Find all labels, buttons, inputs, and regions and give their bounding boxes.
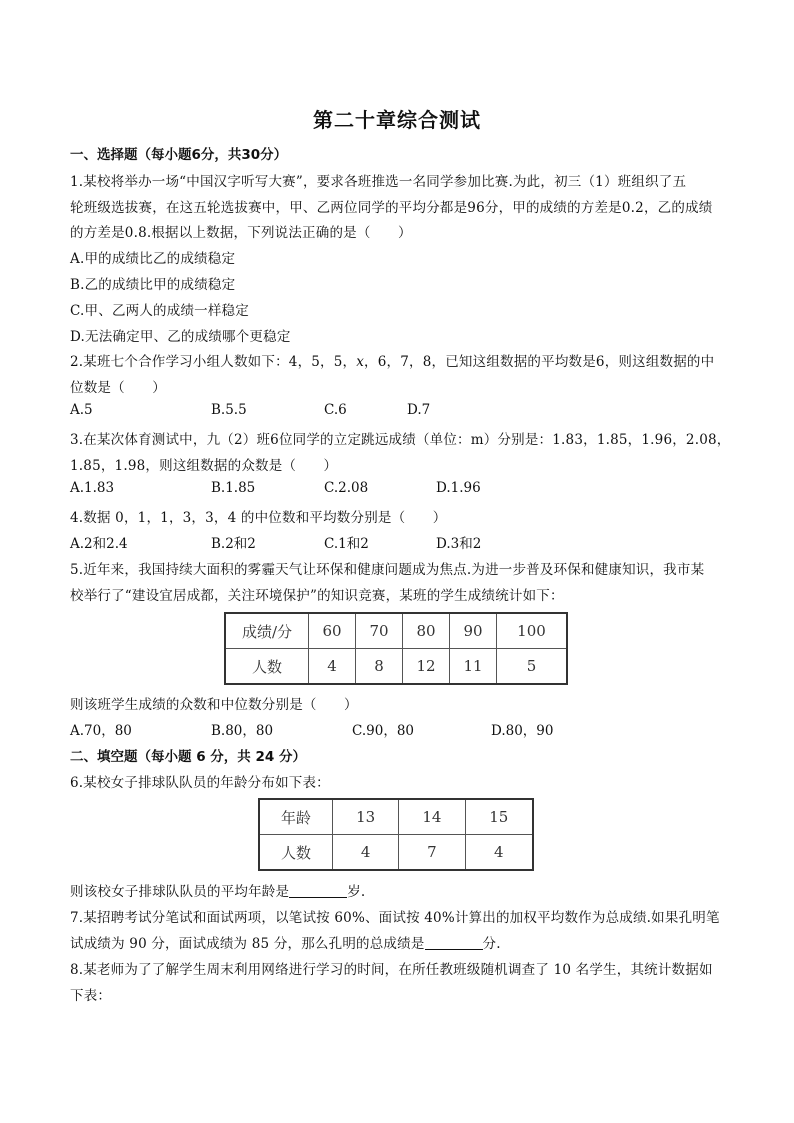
- q5-option-a: A.70，80: [70, 723, 132, 739]
- table-row: [259, 835, 533, 871]
- q4-stem: 4.数据 0，1，1，3，3，4 的中位数和平均数分别是（ ）: [70, 510, 447, 526]
- table-row: [259, 799, 533, 835]
- q2-stem-line-2: 位数是（ ）: [70, 380, 166, 396]
- q8-stem-line-2: 下表：: [70, 988, 112, 1004]
- table-cell: 60: [309, 613, 356, 649]
- q7-question-prefix: 试成绩为 90 分，面试成绩为 85 分，那么孔明的总成绩是: [70, 936, 425, 952]
- table-cell: 4: [333, 835, 399, 871]
- q4-option-a: A.2和2.4: [70, 536, 128, 552]
- q6-stem: 6.某校女子排球队队员的年龄分布如下表：: [70, 775, 330, 791]
- table-row: [225, 649, 567, 685]
- q1-stem-line-3: 的方差是0.8.根据以上数据，下列说法正确的是（ ）: [70, 225, 412, 241]
- q3-stem-line-2: 1.85，1.98，则这组数据的众数是（ ）: [70, 458, 338, 474]
- q3-option-d: D.1.96: [436, 480, 481, 496]
- q1-option-d: D.无法确定甲、乙的成绩哪个更稳定: [70, 329, 291, 345]
- q5-question: 则该班学生成绩的众数和中位数分别是（ ）: [70, 697, 358, 713]
- q5-option-c: C.90，80: [352, 723, 414, 739]
- table-cell: 100: [497, 613, 568, 649]
- table-cell: 80: [403, 613, 450, 649]
- table-cell: 11: [450, 649, 497, 685]
- q7-answer-blank[interactable]: [425, 935, 483, 950]
- table-cell: 12: [403, 649, 450, 685]
- q7-question-suffix: 分.: [482, 936, 501, 952]
- q3-options: [70, 480, 750, 500]
- table-cell: 4: [309, 649, 356, 685]
- q6-age-table: [258, 798, 534, 871]
- q2-option-b: B.5.5: [211, 402, 247, 418]
- q7-stem-line-1: 7.某招聘考试分笔试和面试两项，以笔试按 60%、面试按 40%计算出的加权平均数作为总成绩.如果孔明笔: [70, 910, 720, 926]
- q5-option-b: B.80，80: [211, 723, 274, 739]
- q6-question: [70, 880, 750, 900]
- q1-option-b: B.乙的成绩比甲的成绩稳定: [70, 277, 236, 293]
- q6-question-suffix: 岁.: [347, 884, 366, 900]
- q4-options: [70, 532, 750, 552]
- q6-question-prefix: 则该校女子排球队队员的平均年龄是: [70, 884, 290, 900]
- table-cell: 8: [356, 649, 403, 685]
- table-cell: 13: [333, 799, 399, 835]
- q5-stem-line-2: 校举行了“建设宜居成都，关注环境保护”的知识竞赛，某班的学生成绩统计如下：: [70, 588, 564, 604]
- table-cell: 15: [465, 799, 533, 835]
- q3-option-b: B.1.85: [211, 480, 256, 496]
- q3-option-c: C.2.08: [324, 480, 369, 496]
- table-cell: 70: [356, 613, 403, 649]
- q2-options: [70, 402, 750, 422]
- q2-stem-line-1: 2.某班七个合作学习小组人数如下：4，5，5，𝑥，6，7，8，已知这组数据的平均数是6，则这组数据的中: [70, 354, 715, 370]
- q6-answer-blank[interactable]: [289, 883, 347, 898]
- q1-option-c: C.甲、乙两人的成绩一样稳定: [70, 303, 249, 319]
- q8-stem-line-1: 8.某老师为了了解学生周末利用网络进行学习的时间，在所任教班级随机调查了 10 名学生，其统计数据如: [70, 962, 713, 978]
- q7-stem-line-2: [70, 932, 750, 952]
- table-cell: 90: [450, 613, 497, 649]
- table-cell: 5: [497, 649, 568, 685]
- table-cell: 7: [399, 835, 465, 871]
- table-cell: 4: [465, 835, 533, 871]
- q1-option-a: A.甲的成绩比乙的成绩稳定: [70, 251, 236, 267]
- q4-option-c: C.1和2: [324, 536, 369, 552]
- q5-row-label-count: 人数: [225, 649, 309, 685]
- q5-options: [70, 719, 750, 739]
- q6-row-label-age: 年龄: [259, 799, 333, 835]
- q2-option-c: C.6: [324, 402, 347, 418]
- section-heading-multiple-choice: 一、选择题（每小题6分，共30分）: [70, 147, 288, 163]
- q5-score-table: [224, 612, 568, 685]
- table-cell: 14: [399, 799, 465, 835]
- section-heading-fill-in: 二、填空题（每小题 6 分，共 24 分）: [70, 749, 306, 765]
- table-row: [225, 613, 567, 649]
- q3-stem-line-1: 3.在某次体育测试中，九（2）班6位同学的立定跳远成绩（单位：m）分别是：1.83，1.85，1.96，2.08，: [70, 432, 731, 448]
- q1-stem-line-1: 1.某校将举办一场“中国汉字听写大赛”，要求各班推选一名同学参加比赛.为此，初三（1）班组织了五: [70, 174, 687, 190]
- q4-option-b: B.2和2: [211, 536, 256, 552]
- q3-option-a: A.1.83: [70, 480, 115, 496]
- q5-row-label-score: 成绩/分: [225, 613, 309, 649]
- q1-stem-line-2: 轮班级选拔赛，在这五轮选拔赛中，甲、乙两位同学的平均分都是96分，甲的成绩的方差是0.2，乙的成绩: [70, 200, 713, 216]
- q4-option-d: D.3和2: [436, 536, 482, 552]
- q2-option-d: D.7: [407, 402, 431, 418]
- q2-option-a: A.5: [70, 402, 93, 418]
- q5-option-d: D.80，90: [491, 723, 554, 739]
- q6-row-label-count: 人数: [259, 835, 333, 871]
- page-title: 第二十章综合测试: [313, 108, 481, 132]
- q5-stem-line-1: 5.近年来，我国持续大面积的雾霾天气让环保和健康问题成为焦点.为进一步普及环保和健康知识，我市某: [70, 562, 705, 578]
